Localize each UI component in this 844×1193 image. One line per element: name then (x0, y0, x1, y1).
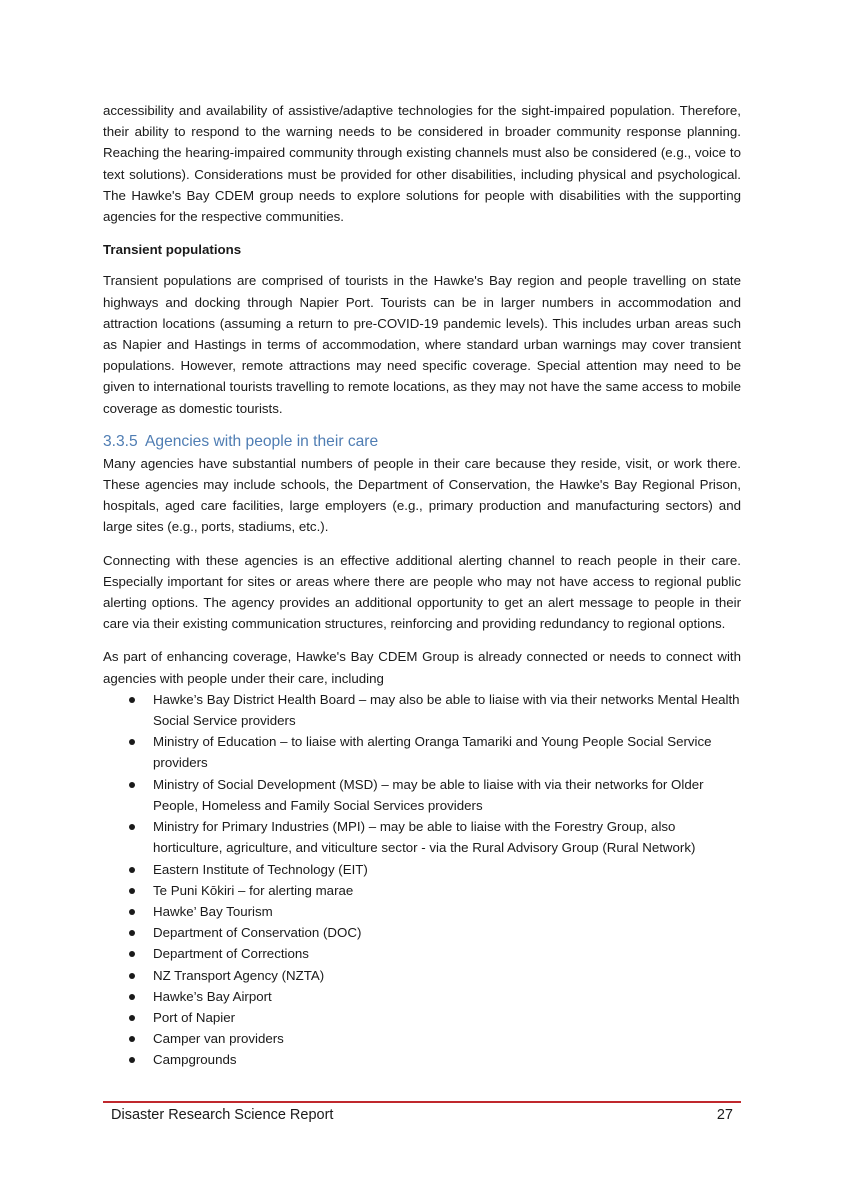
bullet-icon (129, 930, 135, 936)
list-item (103, 689, 741, 731)
list-item (103, 901, 741, 922)
section-heading (103, 431, 741, 453)
list-item-text: Hawke’s Bay Airport (153, 988, 272, 1004)
list-item (103, 1007, 741, 1028)
section-number: 3.3.5 (103, 432, 138, 450)
list-item (103, 922, 741, 943)
list-item-text: Department of Corrections (153, 946, 309, 962)
bullet-icon (129, 1057, 135, 1063)
list-item-text: Port of Napier (153, 1009, 236, 1025)
bullet-icon (129, 867, 135, 873)
bullet-icon (129, 973, 135, 979)
bullet-icon (129, 1015, 135, 1021)
list-item-text: Hawke’ Bay Tourism (153, 903, 273, 919)
list-item (103, 859, 741, 880)
list-item (103, 965, 741, 986)
list-item (103, 1049, 741, 1070)
list-item (103, 943, 741, 964)
transient-populations-heading: Transient populations (103, 242, 242, 258)
bullet-icon (129, 888, 135, 894)
list-item (103, 774, 741, 816)
list-item-text: Campgrounds (153, 1052, 237, 1068)
list-item-text: Ministry for Primary Industries (MPI) – may be able to liaise with the Forestry Group, also horticulture, agriculture, and viticulture sector - via the Rural Advisory Group (Rural Network) (153, 819, 696, 856)
page-footer (103, 1101, 741, 1123)
agencies-paragraph-2: Connecting with these agencies is an effective additional alerting channel to reach people in their care. Especially important for sites or areas where there are people who may not have access to regional public alerting options. The agency provides an additional opportunity to get an alert message to people in their care via their existing communication structures, reinforcing and providing redundancy to regional options. (103, 552, 741, 632)
list-item-text: Ministry of Education – to liaise with alerting Oranga Tamariki and Young People Social Service providers (153, 734, 712, 771)
agencies-paragraph-1: Many agencies have substantial numbers of people in their care because they reside, visit, or work there. These agencies may include schools, the Department of Conservation, the Hawke's Bay Regional Prison, hospitals, aged care facilities, large employers (e.g., primary production and manufacturing sectors) and large sites (e.g., ports, stadiums, etc.). (103, 455, 741, 535)
bullet-icon (129, 994, 135, 1000)
list-item (103, 1028, 741, 1049)
list-item-text: NZ Transport Agency (NZTA) (153, 967, 325, 983)
list-item (103, 880, 741, 901)
bullet-icon (129, 782, 135, 788)
list-item-text: Camper van providers (153, 1031, 284, 1047)
bullet-icon (129, 824, 135, 830)
bullet-icon (129, 951, 135, 957)
bullet-icon (129, 1036, 135, 1042)
list-item-text: Eastern Institute of Technology (EIT) (153, 861, 368, 877)
list-item-text: Te Puni Kōkiri – for alerting marae (153, 882, 354, 898)
list-item (103, 986, 741, 1007)
agencies-paragraph-3: As part of enhancing coverage, Hawke's Bay CDEM Group is already connected or needs to connect with agencies with people under their care, including (103, 649, 741, 686)
list-item-text: Ministry of Social Development (MSD) – may be able to liaise with via their networks for Older People, Homeless and Family Social Services providers (153, 776, 704, 813)
bullet-icon (129, 739, 135, 745)
list-item-text: Hawke’s Bay District Health Board – may also be able to liaise with via their networks Mental Health Social Service providers (153, 691, 740, 729)
bullet-icon (129, 697, 135, 703)
intro-paragraph: accessibility and availability of assistive/adaptive technologies for the sight-impaired population. Therefore, their ability to respond to the warning needs to be considered in broader community response planning. Reaching the hearing-impaired community through existing channels must also be considered (e.g., voice to text solutions). Considerations must be provided for other disabilities, including physical and psychological. The Hawke's Bay CDEM group needs to explore solutions for people with disabilities with the supporting agencies for the respective communities. (103, 103, 741, 225)
agency-list (103, 689, 741, 1071)
bullet-icon (129, 909, 135, 915)
list-item (103, 731, 741, 773)
footer-title: Disaster Research Science Report (111, 1107, 334, 1123)
transient-populations-paragraph: Transient populations are comprised of tourists in the Hawke's Bay region and people travelling on state highways and docking through Napier Port. Tourists can be in larger numbers in accommodation and attraction locations (assuming a return to pre-COVID-19 pandemic levels). This includes urban areas such as Napier and Hastings in terms of accommodation, where standard urban warnings may cover transient populations. However, remote attractions may need specific coverage. Special attention may need to be given to international tourists travelling to remote locations, as they may not have the same access to mobile coverage as domestic tourists. (103, 273, 741, 416)
section-title: Agencies with people in their care (145, 432, 379, 450)
page-number: 27 (716, 1107, 733, 1123)
list-item (103, 816, 741, 858)
list-item-text: Department of Conservation (DOC) (153, 925, 362, 941)
document-body (103, 100, 741, 1071)
